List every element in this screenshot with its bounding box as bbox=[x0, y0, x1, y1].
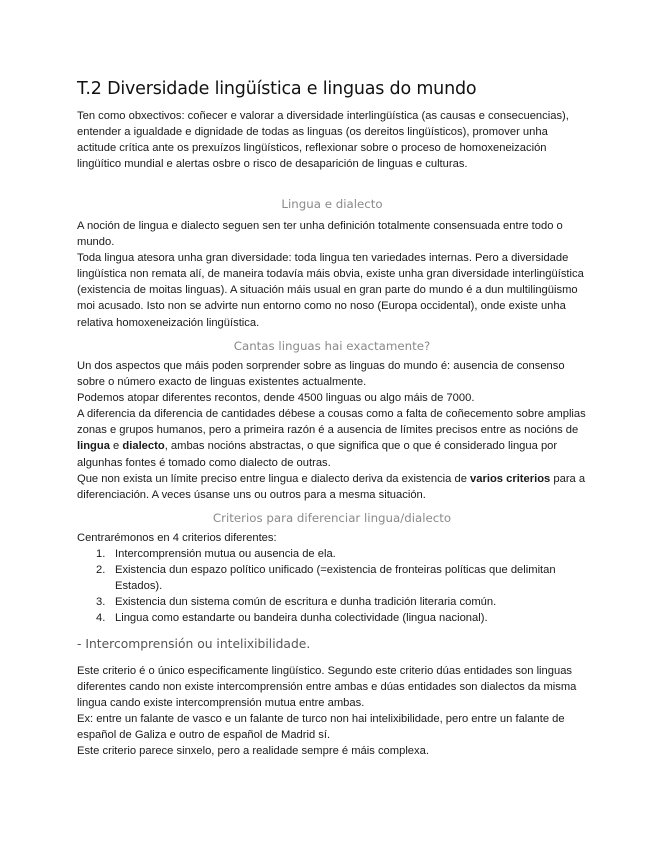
text-span: para a diferenciación. A veces úsanse uns ou outros para a mesma situación. bbox=[77, 472, 586, 501]
list-number: 3. bbox=[96, 596, 106, 609]
bold-term-varios-criterios: varios criterios bbox=[470, 472, 551, 485]
list-number: 1. bbox=[96, 548, 106, 561]
paragraph: Toda lingua atesora unha gran diversidade: toda lingua ten variedades internas. Pero a diversidade lingüística non remata alí, de maneira todavía máis obvia, existe unha gran diversidade interlingüística (existencia de moitas linguas). A situación máis usual en gran parte do mundo é a dun multilingüismo moi acusado. Isto non se advirte nun entorno como no noso (Europa occidental), onde existe unha relativa homoxeneización lingüística. bbox=[77, 252, 584, 329]
intro-paragraph bbox=[77, 108, 587, 172]
text-span: A diferencia da diferencia de cantidades débese a cousas como a falta de coñecemento sobre amplias zonas e grupos humanos, pero a primeira razón é a ausencia de límites precisos entre as nocións de bbox=[77, 408, 586, 437]
list-lead: Centrarémonos en 4 criterios diferentes: bbox=[77, 532, 277, 544]
list-text: Intercomprensión mutua ou ausencia de ela. bbox=[115, 548, 336, 561]
section-lingua-dialecto-body bbox=[77, 218, 587, 331]
list-text: Existencia dun espazo político unificado (=existencia de fronteiras políticas que delimitan Estados). bbox=[115, 564, 556, 593]
paragraph: Ex: entre un falante de vasco e un falante de turco non hai intelixibilidade, pero entre un falante de español de Galiza e outro de español de Madrid sí. bbox=[77, 713, 565, 742]
paragraph bbox=[77, 471, 587, 503]
paragraph: Podemos atopar diferentes recontos, dende 4500 linguas ou algo máis de 7000. bbox=[77, 392, 475, 405]
bold-term-dialecto: dialecto bbox=[122, 440, 165, 453]
text-span: e bbox=[109, 440, 123, 453]
paragraph bbox=[77, 406, 587, 470]
list-text: Lingua como estandarte ou bandeira dunha colectividade (lingua nacional). bbox=[115, 612, 488, 625]
section-criterios-body bbox=[77, 530, 587, 627]
intro-text: Ten como obxectivos: coñecer e valorar a diversidade interlingüística (as causas e consecuencias), entender a igualdade e dignidade de todas as linguas (os dereitos lingüísticos), promover unha actitude crítica ante os prexuízos lingüísticos, reflexionar sobre o proceso de homoxeneización lingüítico mundial e alertas osbre o risco de desaparición de linguas e culturas. bbox=[77, 110, 569, 171]
paragraph: Este criterio é o único especificamente lingüístico. Segundo este criterio dúas entidades son linguas diferentes cando non existe intercomprensión entre ambas e dúas entidades son dialectos da misma lingua cando existe intercomprensión mutua entre ambas. bbox=[77, 665, 577, 710]
text-span: , ambas nocións abstractas, o que significa que o que é considerado lingua por algunhas fontes é tomado como dialecto de outras. bbox=[77, 440, 558, 469]
document-title: T.2 Diversidade lingüística e linguas do mundo bbox=[77, 79, 477, 99]
paragraph: A noción de lingua e dialecto seguen sen ter unha definición totalmente consensuada entre todo o mundo. bbox=[77, 220, 563, 249]
section-cantas-linguas-body bbox=[77, 358, 587, 503]
section-heading-cantas-linguas: Cantas linguas hai exactamente? bbox=[233, 339, 431, 353]
list-text: Existencia dun sistema común de escritura e dunha tradición literaria común. bbox=[115, 596, 497, 609]
section-heading-criterios: Criterios para diferenciar lingua/dialecto bbox=[212, 511, 452, 525]
criteria-list bbox=[77, 546, 587, 626]
section-heading-lingua-dialecto: Lingua e dialecto bbox=[281, 197, 383, 211]
list-number: 2. bbox=[96, 564, 106, 577]
list-item bbox=[77, 562, 587, 594]
section-intercomprension-body bbox=[77, 663, 587, 760]
bold-term-lingua: lingua bbox=[77, 440, 110, 453]
list-item bbox=[77, 546, 587, 562]
section-heading-intercomprension: - Intercomprensión ou intelixibilidade. bbox=[77, 637, 311, 651]
list-item bbox=[77, 594, 587, 610]
list-item bbox=[77, 610, 587, 626]
text-span: Que non exista un límite preciso entre lingua e dialecto deriva da existencia de bbox=[77, 472, 471, 485]
paragraph: Este criterio parece sinxelo, pero a realidade sempre é máis complexa. bbox=[77, 745, 429, 758]
list-number: 4. bbox=[96, 612, 106, 625]
paragraph: Un dos aspectos que máis poden sorprender sobre as linguas do mundo é: ausencia de consenso sobre o número exacto de linguas existentes actualmente. bbox=[77, 360, 565, 389]
